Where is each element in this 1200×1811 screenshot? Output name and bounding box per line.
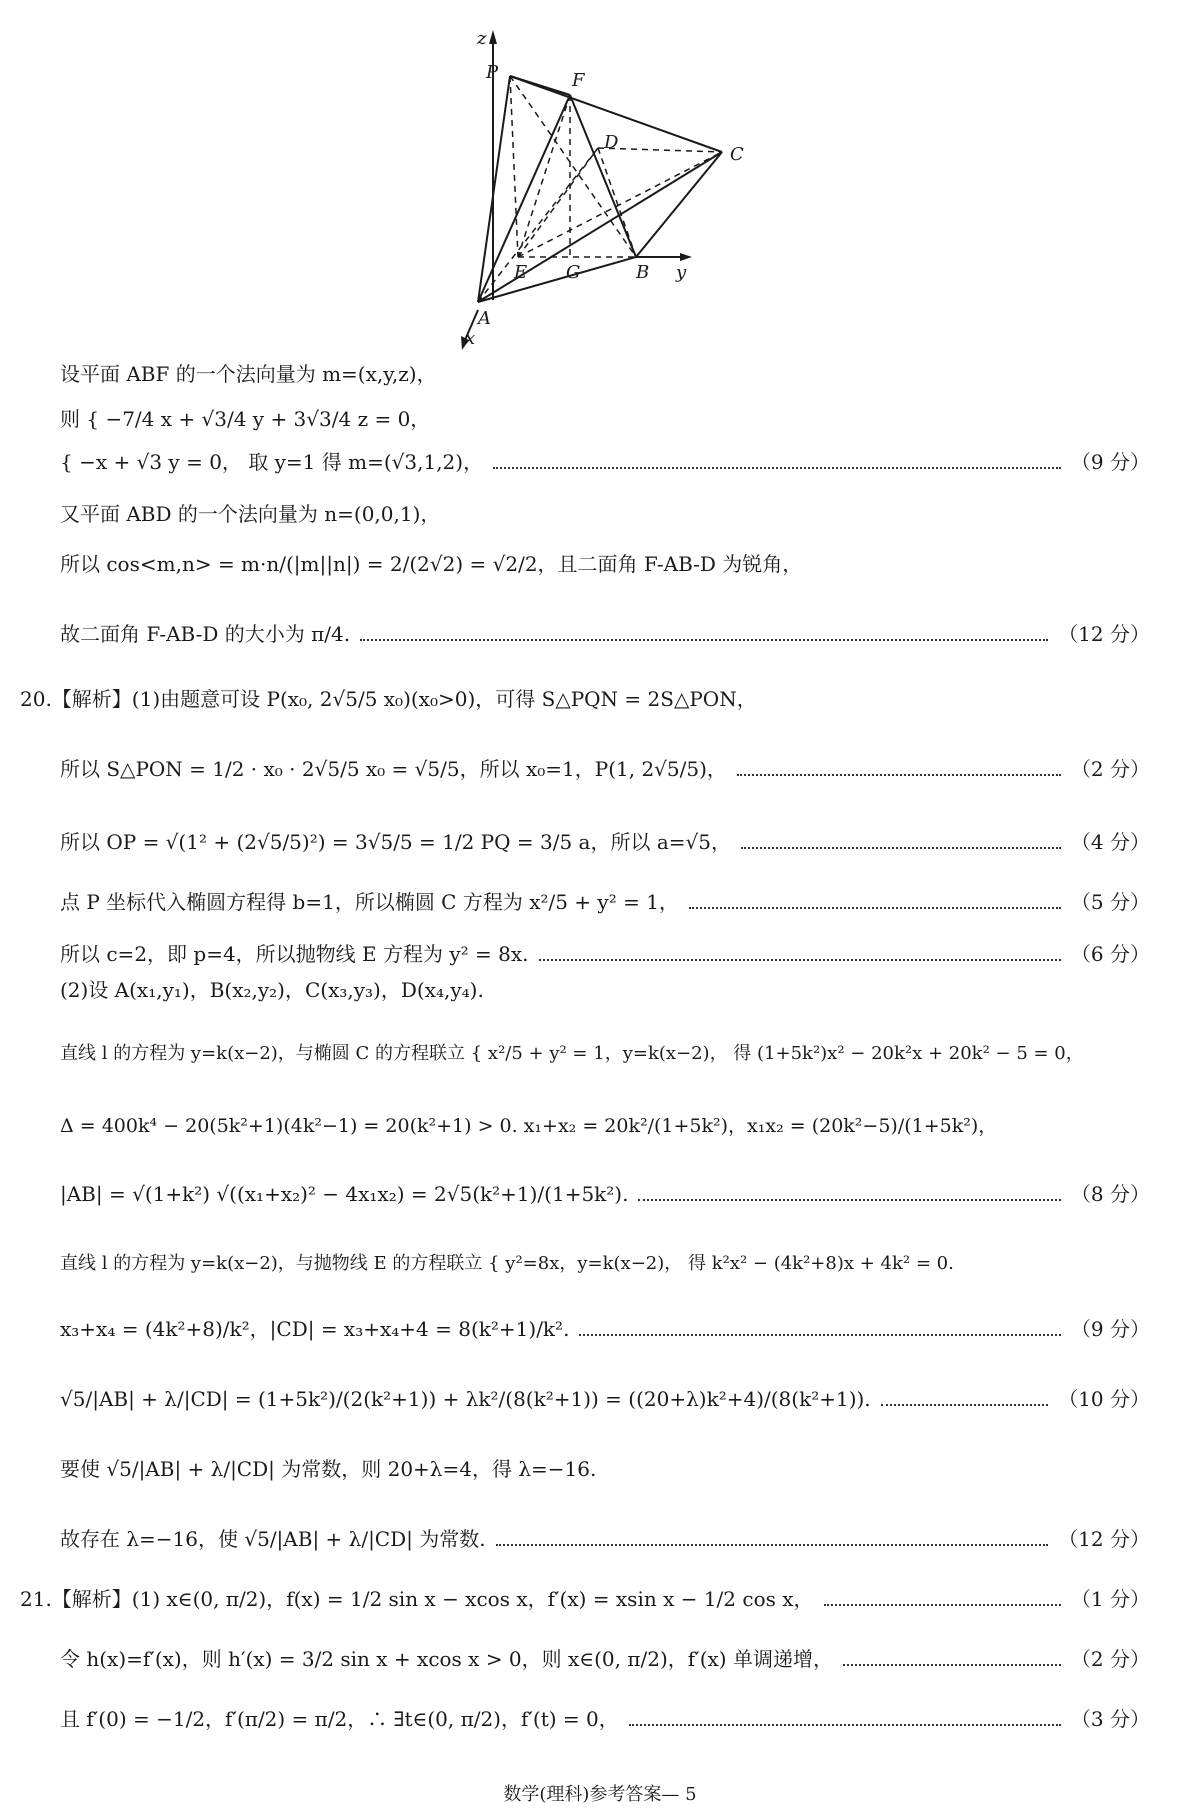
- score: （10 分）: [1058, 1387, 1150, 1411]
- dot-leader: [689, 895, 1061, 909]
- line-15: 直线 l 的方程为 y=k(x−2)，与抛物线 E 的方程联立 { y²=8x，y=k(x−2)， 得 k²x² − (4k²+8)x + 4k² = 0.: [60, 1253, 954, 1274]
- label-A: A: [478, 308, 491, 329]
- edge-PF: [510, 76, 570, 95]
- label-y: y: [676, 262, 687, 283]
- label-P: P: [486, 62, 499, 83]
- label-F: F: [572, 70, 585, 91]
- line-9: 点 P 坐标代入椭圆方程得 b=1，所以椭圆 C 方程为 x²/5 + y² = 1， （5 分）: [60, 890, 1150, 914]
- label-x: x: [465, 328, 476, 349]
- line-22: 且 f′(0) = −1/2，f′(π/2) = π/2，∴ ∃t∈(0, π/2)，f′(t) = 0， （3 分）: [60, 1707, 1150, 1731]
- line-3: 又平面 ABD 的一个法向量为 n=(0,0,1)，: [60, 502, 441, 526]
- line-19: 故存在 λ=−16，使 √5/|AB| + λ/|CD| 为常数. （12 分）: [60, 1527, 1150, 1551]
- dot-leader: [881, 1392, 1049, 1406]
- y-axis-arrow: [680, 253, 692, 261]
- line-8: 所以 OP = √(1² + (2√5/5)²) = 3√5/5 = 1/2 PQ = 3/5 a，所以 a=√5， （4 分）: [60, 830, 1150, 854]
- z-axis-arrow: [489, 30, 497, 44]
- line-1: 设平面 ABF 的一个法向量为 m=(x,y,z)，: [60, 362, 437, 386]
- dot-leader: [579, 1322, 1060, 1336]
- dot-leader: [824, 1592, 1061, 1606]
- score: （3 分）: [1070, 1707, 1150, 1731]
- line-4: 所以 cos<m,n> = m·n/(|m||n|) = 2/(2√2) = √2/2，且二面角 F-AB-D 为锐角，: [60, 552, 803, 576]
- score: （12 分）: [1058, 622, 1150, 646]
- label-E: E: [514, 262, 528, 283]
- line-21: 令 h(x)=f′(x)，则 h′(x) = 3/2 sin x + xcos x > 0，则 x∈(0, π/2)，f′(x) 单调递增， （2 分）: [60, 1647, 1150, 1671]
- dash-ED: [518, 148, 598, 257]
- line-11: (2)设 A(x₁,y₁)，B(x₂,y₂)，C(x₃,y₃)，D(x₄,y₄).: [60, 978, 484, 1002]
- dash-FE: [518, 95, 570, 257]
- line-16: x₃+x₄ = (4k²+8)/k²，|CD| = x₃+x₄+4 = 8(k²+1)/k². （9 分）: [60, 1317, 1150, 1341]
- line-20: 21.【解析】(1) x∈(0, π/2)，f(x) = 1/2 sin x − xcos x，f′(x) = xsin x − 1/2 cos x， （1 分）: [20, 1587, 1150, 1611]
- score: （2 分）: [1070, 1647, 1150, 1671]
- label-B: B: [636, 262, 650, 283]
- dot-leader: [741, 835, 1061, 849]
- dot-leader: [737, 762, 1061, 776]
- label-z: z: [477, 28, 487, 49]
- line-14: |AB| = √(1+k²) √((x₁+x₂)² − 4x₁x₂) = 2√5(k²+1)/(1+5k²). （8 分）: [60, 1182, 1150, 1206]
- line-13: Δ = 400k⁴ − 20(5k²+1)(4k²−1) = 20(k²+1) > 0. x₁+x₂ = 20k²/(1+5k²)，x₁x₂ = (20k²−5)/(1+5k²)，: [60, 1115, 998, 1137]
- dash-EC: [518, 152, 722, 257]
- label-C: C: [730, 144, 744, 165]
- edge-AB: [478, 257, 636, 302]
- dot-leader: [539, 947, 1061, 961]
- line-7: 所以 S△PON = 1/2 · x₀ · 2√5/5 x₀ = √5/5，所以 x₀=1，P(1, 2√5/5)， （2 分）: [60, 757, 1150, 781]
- geometry-figure: [0, 0, 1200, 360]
- line-10: 所以 c=2，即 p=4，所以抛物线 E 方程为 y² = 8x. （6 分）: [60, 942, 1150, 966]
- score: （9 分）: [1070, 450, 1150, 474]
- dash-PE: [510, 76, 518, 257]
- score: （4 分）: [1070, 830, 1150, 854]
- dot-leader: [629, 1712, 1061, 1726]
- dot-leader: [638, 1187, 1060, 1201]
- score: （9 分）: [1070, 1317, 1150, 1341]
- score: （6 分）: [1070, 942, 1150, 966]
- score: （8 分）: [1070, 1182, 1150, 1206]
- label-G: G: [566, 262, 581, 283]
- dot-leader: [360, 627, 1048, 641]
- score: （5 分）: [1070, 890, 1150, 914]
- score: （2 分）: [1070, 757, 1150, 781]
- edge-BC: [636, 152, 722, 257]
- score: （12 分）: [1058, 1527, 1150, 1551]
- dot-leader: [493, 455, 1061, 469]
- line-18: 要使 √5/|AB| + λ/|CD| 为常数，则 20+λ=4，得 λ=−16.: [60, 1457, 597, 1481]
- line-12: 直线 l 的方程为 y=k(x−2)，与椭圆 C 的方程联立 { x²/5 + y² = 1，y=k(x−2)， 得 (1+5k²)x² − 20k²x + 20k² − 5 = 0，: [60, 1043, 1084, 1064]
- score: （1 分）: [1070, 1587, 1150, 1611]
- dot-leader: [843, 1652, 1061, 1666]
- line-2b: { −x + √3 y = 0， 取 y=1 得 m=(√3,1,2)， （9 分）: [60, 450, 1150, 474]
- line-2a: 则 { −7/4 x + √3/4 y + 3√3/4 z = 0，: [60, 407, 431, 431]
- dot-leader: [496, 1532, 1049, 1546]
- page-footer: 数学(理科)参考答案— 5: [503, 1784, 697, 1805]
- line-17: √5/|AB| + λ/|CD| = (1+5k²)/(2(k²+1)) + λk²/(8(k²+1)) = ((20+λ)k²+4)/(8(k²+1)). （10 分）: [60, 1387, 1150, 1411]
- line-5: 故二面角 F-AB-D 的大小为 π/4. （12 分）: [60, 622, 1150, 646]
- line-6: 20.【解析】(1)由题意可设 P(x₀, 2√5/5 x₀)(x₀>0)，可得 S△PQN = 2S△PON，: [20, 687, 757, 711]
- label-D: D: [604, 132, 619, 153]
